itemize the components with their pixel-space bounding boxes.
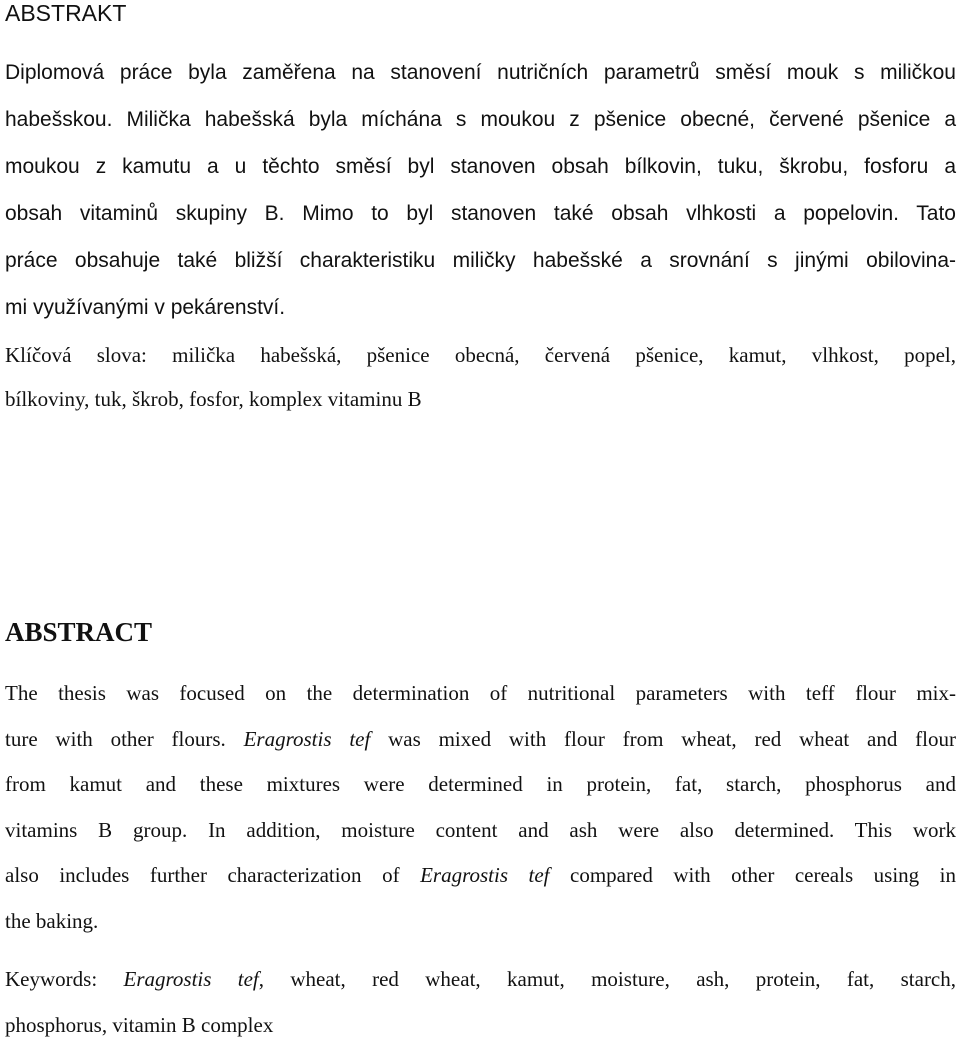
text-line: Klíčová slova: milička habešská, pšenice obecná, červená pšenice, kamut, vlhkost, popel, <box>5 333 956 377</box>
text-line: moukou z kamutu a u těchto směsí byl stanoven obsah bílkovin, tuku, škrobu, fosforu a <box>5 143 956 190</box>
text-line: Diplomová práce byla zaměřena na stanovení nutričních parametrů směsí mouk s miličkou <box>5 49 956 96</box>
text-line: from kamut and these mixtures were determined in protein, fat, starch, phosphorus and <box>5 762 956 808</box>
species-name-italic: Eragrostis tef <box>420 863 549 887</box>
czech-abstract-paragraph <box>5 49 956 331</box>
text-line: práce obsahuje také bližší charakteristiku miličky habešské a srovnání s jinými obilovina- <box>5 237 956 284</box>
text-line: also includes further characterization of Eragrostis tef compared with other cereals using in <box>5 853 956 899</box>
english-keywords-paragraph <box>5 957 956 1048</box>
english-abstract-title: ABSTRACT <box>5 616 152 648</box>
text-line: mi využívanými v pekárenství. <box>5 284 956 331</box>
text-line: bílkoviny, tuk, škrob, fosfor, komplex vitaminu B <box>5 377 956 421</box>
czech-abstract-title: ABSTRAKT <box>5 0 126 26</box>
text-line: Keywords: Eragrostis tef, wheat, red wheat, kamut, moisture, ash, protein, fat, starch, <box>5 957 956 1003</box>
text-line: phosphorus, vitamin B complex <box>5 1003 956 1048</box>
text-line: ture with other flours. Eragrostis tef was mixed with flour from wheat, red wheat and flour <box>5 717 956 763</box>
czech-keywords-paragraph <box>5 333 956 421</box>
text-line: The thesis was focused on the determination of nutritional parameters with teff flour mix- <box>5 671 956 717</box>
english-abstract-paragraph <box>5 671 956 944</box>
species-name-italic: Eragrostis tef <box>244 727 371 751</box>
text-line: the baking. <box>5 899 956 945</box>
text-line: habešskou. Milička habešská byla míchána s moukou z pšenice obecné, červené pšenice a <box>5 96 956 143</box>
species-name-italic: Eragrostis tef <box>124 967 259 991</box>
text-line: obsah vitaminů skupiny B. Mimo to byl stanoven také obsah vlhkosti a popelovin. Tato <box>5 190 956 237</box>
text-line: vitamins B group. In addition, moisture content and ash were also determined. This work <box>5 808 956 854</box>
